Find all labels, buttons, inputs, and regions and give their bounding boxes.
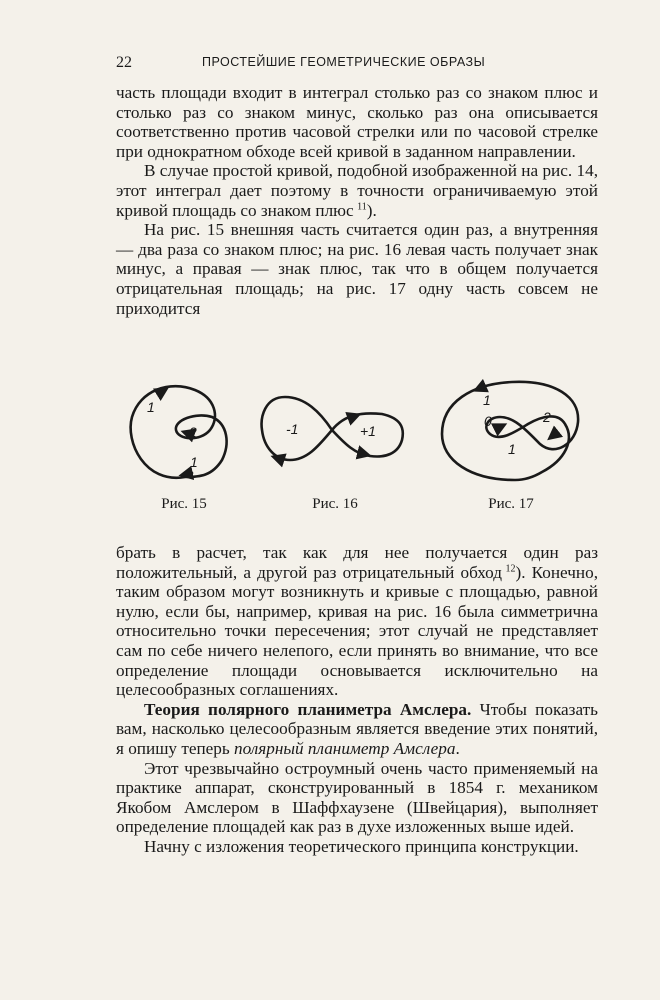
paragraph — [116, 543, 598, 700]
footnote-ref: 11 — [357, 200, 367, 212]
paragraph-text: Чтобы показать вам, насколько целесообразным является введение этих понятий, я опишу теперь — [116, 699, 598, 758]
figure-17-label: 1 — [483, 392, 491, 408]
paragraph-text: Начну с изложения теоретического принципа конструкции. — [144, 836, 579, 856]
figures-drawing — [100, 372, 620, 492]
paragraph-text: часть площади входит в интеграл столько раз со знаком плюс и столько раз со знаком минус, сколько раз она описывается соответственно против часовой стрелки или по часовой стрелке при однократном обходе всей кривой в заданном направлении. — [116, 83, 598, 161]
paragraph-text: На рис. 15 внешняя часть считается один раз, а внутренняя — два раза со знаком плюс; на рис. 16 левая часть получает знак минус, а правая — знак плюс, так что в общем получается отрицательная площадь; на рис. 17 одну часть совсем не приходится — [116, 220, 598, 318]
page-header — [116, 52, 598, 76]
paragraph-text: ). Конечно, таким образом могут возникнуть и кривые с площадью, равной нулю, если бы, например, кривая на рис. 16 была симметрична относительно точки пересечения; этот случай не представляет сам по себе ничего нелепого, если принять во внимание, что все определение площади основывается исключительно на целесообразных соглашениях. — [116, 562, 598, 700]
running-title: ПРОСТЕЙШИЕ ГЕОМЕТРИЧЕСКИЕ ОБРАЗЫ — [202, 55, 486, 69]
paragraph-text: В случае простой кривой, подобной изображенной на рис. 14, этот интеграл дает поэтому в точности ограничиваемую этой кривой площадь со знаком плюс — [116, 161, 598, 220]
figure-16-curve — [262, 397, 403, 460]
figure-15-label: 1 — [190, 454, 198, 470]
figure-17-curve — [442, 382, 578, 480]
figure-16-label: +1 — [360, 423, 376, 439]
text-block-top — [116, 83, 598, 318]
paragraph — [116, 700, 598, 759]
paragraph — [116, 161, 598, 220]
figure-16-label: -1 — [286, 421, 299, 437]
figure-17-label: 2 — [543, 409, 551, 425]
figure-16-caption: Рис. 16 — [312, 496, 358, 512]
paragraph — [116, 83, 598, 161]
figure-15-curve — [131, 386, 227, 478]
figure-15-label: 1 — [147, 399, 155, 415]
paragraph — [116, 220, 598, 318]
text-block-bottom — [116, 543, 598, 857]
page-number: 22 — [116, 54, 132, 71]
paragraph-text: . — [455, 738, 460, 758]
figures-row — [100, 372, 620, 522]
italic-term: полярный планиметр Амслера — [234, 738, 456, 758]
section-heading: Теория полярного планиметра Амслера. — [144, 699, 472, 719]
paragraph — [116, 837, 598, 857]
paragraph-text: ). — [366, 200, 377, 220]
footnote-ref: 12 — [505, 562, 516, 574]
paragraph — [116, 759, 598, 837]
paragraph-text: Этот чрезвычайно остроумный очень часто применяемый на практике аппарат, сконструированный в 1854 г. механиком Якобом Амслером в Шаффхаузене (Швейцария), выполняет определение площадей как раз в духе изложенных выше идей. — [116, 758, 598, 837]
figure-17-label: 1 — [508, 441, 516, 457]
figure-17-label: 0 — [484, 413, 492, 429]
figure-17-caption: Рис. 17 — [488, 496, 534, 512]
figure-15-caption: Рис. 15 — [161, 496, 207, 512]
figure-15-label: 2 — [189, 424, 197, 440]
paragraph-text: брать в расчет, так как для нее получается один раз положительный, а другой раз отрицательный обход — [116, 543, 598, 582]
